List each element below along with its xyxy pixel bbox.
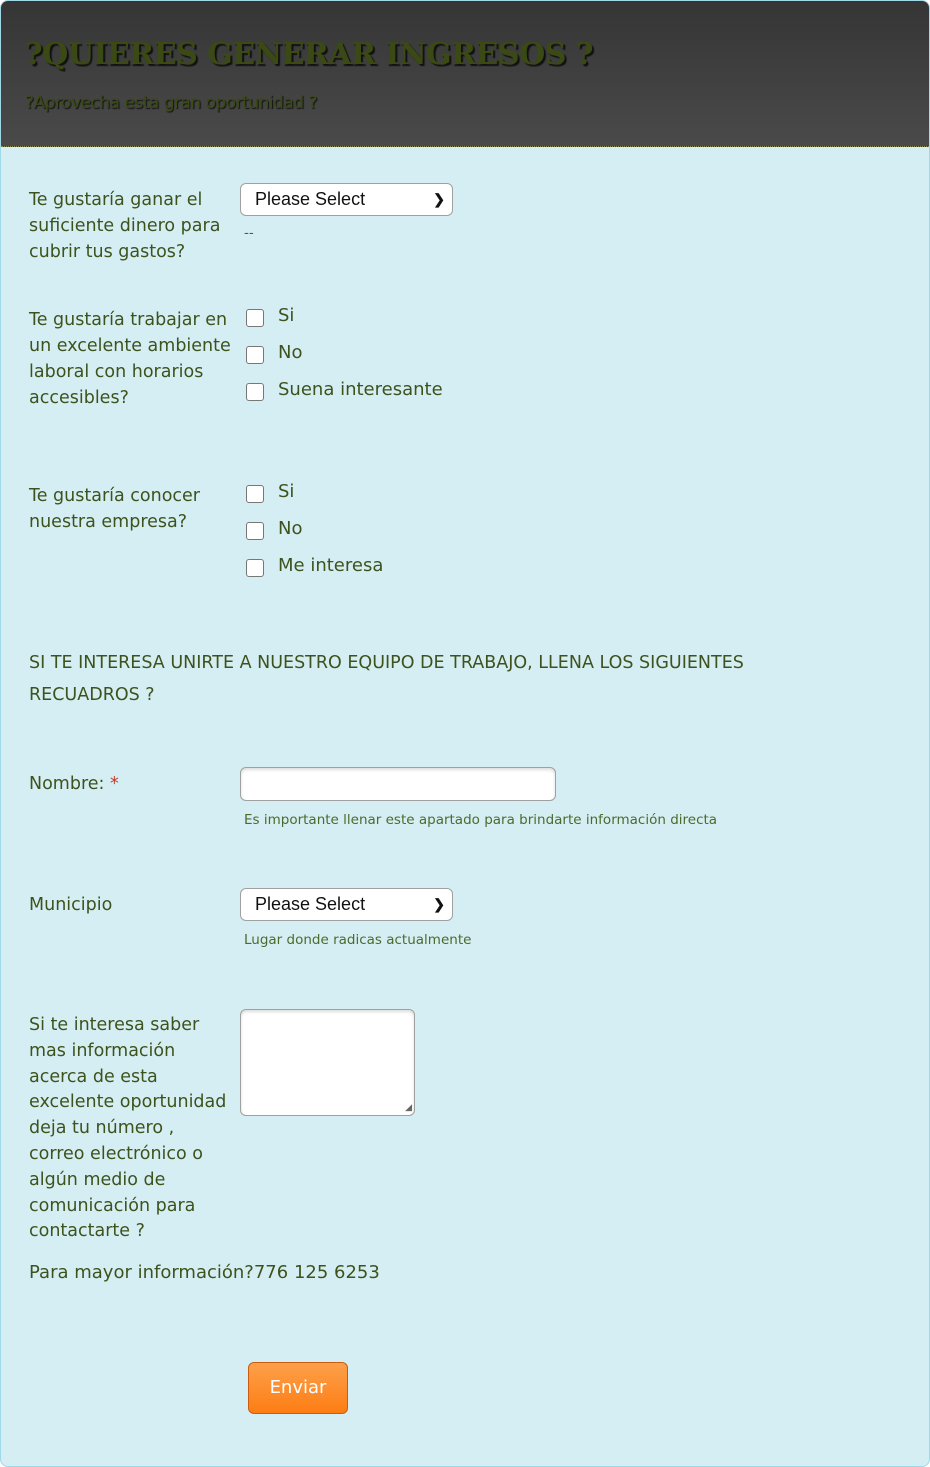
- q3-option-label: No: [278, 518, 303, 539]
- nombre-label: [29, 771, 239, 797]
- q2-checkbox-si[interactable]: [246, 309, 264, 327]
- q3-checkbox-me-interesa[interactable]: [246, 559, 264, 577]
- chevron-down-icon: ❯: [433, 896, 445, 912]
- q2-option-label: No: [278, 342, 303, 363]
- q1-select[interactable]: [240, 183, 453, 216]
- q2-option-label: Si: [278, 305, 295, 326]
- q1-sublabel: --: [244, 225, 254, 241]
- q3-checkbox-si[interactable]: [246, 485, 264, 503]
- q2-label: Te gustaría trabajar en un excelente ambiente laboral con horarios accesibles?: [29, 310, 231, 408]
- municipio-select[interactable]: [240, 888, 453, 921]
- q2-checkbox-suena-interesante[interactable]: [246, 383, 264, 401]
- contacto-textarea[interactable]: [240, 1009, 415, 1116]
- municipio-select-value: Please Select: [255, 894, 366, 914]
- form-header: [1, 1, 929, 147]
- required-asterisk: *: [110, 774, 119, 794]
- section-heading: SI TE INTERESA UNIRTE A NUESTRO EQUIPO DE TRABAJO, LLENA LOS SIGUIENTES RECUADROS ?: [29, 653, 744, 705]
- info-text: Para mayor información?776 125 6253: [29, 1262, 380, 1283]
- chevron-down-icon: ❯: [433, 191, 445, 207]
- municipio-sublabel: Lugar donde radicas actualmente: [244, 932, 472, 948]
- form-title: ?QUIERES GENERAR INGRESOS ?: [25, 37, 593, 72]
- q3-checkbox-no[interactable]: [246, 522, 264, 540]
- contacto-label: Si te interesa saber mas información acerca de esta excelente oportunidad deja tu número , correo electrónico o algún medio de comunicación para contactarte ?: [29, 1015, 227, 1242]
- q2-checkbox-no[interactable]: [246, 346, 264, 364]
- municipio-label: Municipio: [29, 895, 113, 915]
- submit-button[interactable]: Enviar: [248, 1362, 348, 1414]
- nombre-sublabel: Es importante llenar este apartado para brindarte información directa: [244, 812, 718, 828]
- q3-option-label: Si: [278, 481, 295, 502]
- q1-select-value: Please Select: [255, 189, 366, 209]
- nombre-label-text: Nombre:: [29, 774, 105, 794]
- q1-label: Te gustaría ganar el suficiente dinero para cubrir tus gastos?: [29, 190, 221, 262]
- nombre-input[interactable]: [240, 767, 556, 801]
- form-subtitle: ?Aprovecha esta gran oportunidad ?: [25, 93, 318, 113]
- resize-grip-icon[interactable]: ◢: [405, 1103, 412, 1113]
- q3-option-label: Me interesa: [278, 555, 384, 576]
- q3-label: Te gustaría conocer nuestra empresa?: [29, 486, 201, 532]
- q2-option-label: Suena interesante: [278, 379, 443, 400]
